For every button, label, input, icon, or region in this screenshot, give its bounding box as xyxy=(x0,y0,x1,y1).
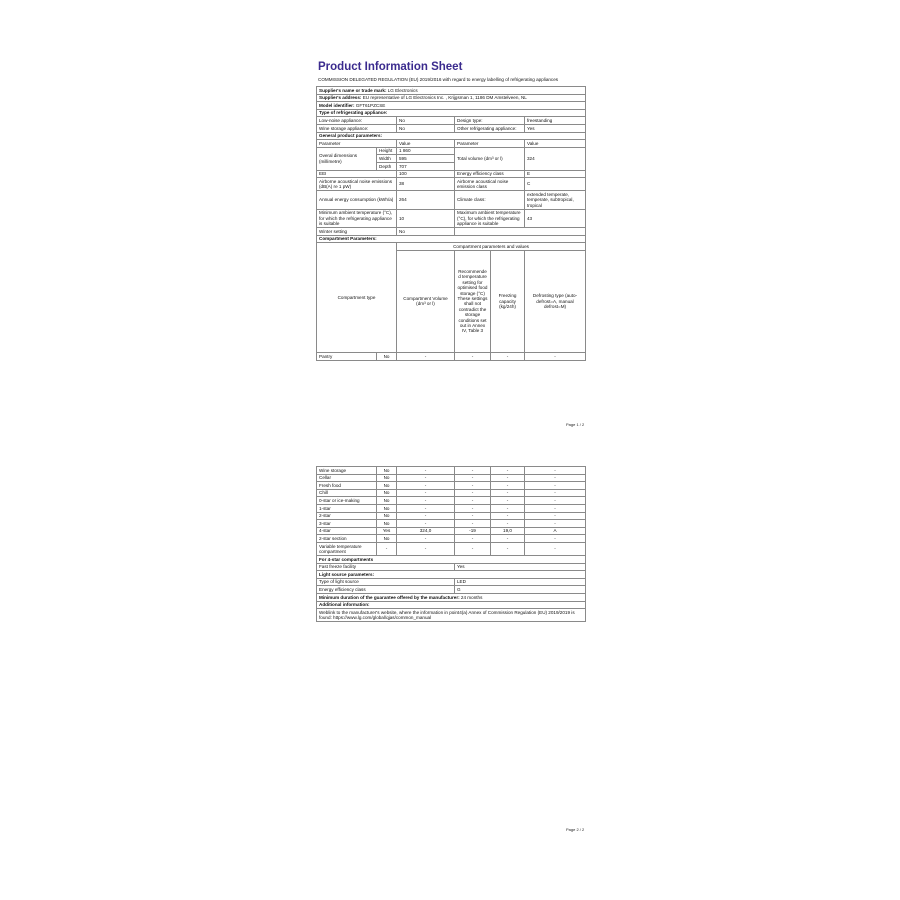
compartment-row xyxy=(317,535,586,543)
compartment-volume: - xyxy=(397,474,455,482)
compartment-row xyxy=(317,482,586,490)
compartment-defrost: - xyxy=(525,520,586,528)
compartment-volume: - xyxy=(397,504,455,512)
weblink-text: Weblink to the manufacturer's website, where the information in point4(a) Annex of Commission Regulation (EU) 2019/2019 is found: https://www.lg.com/global/qjas/common_manual xyxy=(317,609,586,622)
light-class-label: Energy efficiency class xyxy=(317,586,455,594)
volume-header: Compartment Volume (dm³ or l) xyxy=(397,250,455,352)
noise-class-value: C xyxy=(525,178,586,191)
low-noise-label: Low-noise appliance: xyxy=(317,117,397,125)
table-row xyxy=(317,102,586,110)
guarantee-cell: Minimum duration of the guarantee offered by the manufacturer: 24 months xyxy=(317,593,586,601)
light-type-value: LED xyxy=(455,578,586,586)
document-title: Product Information Sheet xyxy=(318,61,463,73)
compartment-defrost: - xyxy=(525,482,586,490)
compartment-volume: - xyxy=(397,482,455,490)
compartment-type: Chill xyxy=(317,489,377,497)
low-noise-value: No xyxy=(397,117,455,125)
compartment-defrost: - xyxy=(525,512,586,520)
compartment-type-header: Compartment type xyxy=(317,243,397,353)
value-header-2: Value xyxy=(525,140,586,148)
table-row xyxy=(317,209,586,227)
climate-value: extended temperate, temperate, subtropical, tropical xyxy=(525,191,586,209)
compartment-type: Pantry xyxy=(317,352,377,360)
compartment-row xyxy=(317,520,586,528)
width-value: 595 xyxy=(397,155,455,163)
compartment-present: - xyxy=(377,542,397,555)
supplier-name-cell: Supplier's name or trade mark: LG Electronics xyxy=(317,87,586,95)
compartment-defrost: - xyxy=(525,497,586,505)
total-volume-value: 324 xyxy=(525,147,586,170)
winter-value: No xyxy=(397,227,455,235)
page-1-footer: Page 1 / 2 xyxy=(566,422,585,427)
compartment-freezing: - xyxy=(491,520,525,528)
compartment-type: 3-star xyxy=(317,520,377,528)
design-type-label: Design type: xyxy=(455,117,525,125)
param-header-2: Parameter xyxy=(455,140,525,148)
other-appliance-value: Yes xyxy=(525,124,586,132)
table-row xyxy=(317,555,586,563)
height-value: 1 860 xyxy=(397,147,455,155)
compartment-values-header: Compartment parameters and values xyxy=(397,243,586,251)
winter-label: Winter setting xyxy=(317,227,397,235)
four-star-header: For 4-star compartments xyxy=(317,555,586,563)
light-source-header: Light source parameters: xyxy=(317,571,586,579)
compartment-type: 1-star xyxy=(317,504,377,512)
compartment-volume: - xyxy=(397,520,455,528)
table-row xyxy=(317,609,586,622)
eff-class-label: Energy efficiency class xyxy=(455,170,525,178)
compartment-temp: - xyxy=(455,352,491,360)
compartment-defrost: A xyxy=(525,527,586,535)
table-row xyxy=(317,140,586,148)
compartment-temp: - xyxy=(455,504,491,512)
compartment-present: No xyxy=(377,497,397,505)
table-row xyxy=(317,235,586,243)
table-row xyxy=(317,117,586,125)
table-row xyxy=(317,191,586,209)
page-2 xyxy=(316,466,585,622)
compartment-type: Cellar xyxy=(317,474,377,482)
param-header: Parameter xyxy=(317,140,397,148)
compartment-freezing: - xyxy=(491,535,525,543)
compartment-freezing: - xyxy=(491,352,525,360)
table-row xyxy=(317,124,586,132)
temp-header: Recommended temperature setting for optimised food storage (°C) These settings shall not contradict the storage conditions set out in Annex IV, Table 3 xyxy=(455,250,491,352)
compartment-row xyxy=(317,497,586,505)
compartment-defrost: - xyxy=(525,542,586,555)
table-row xyxy=(317,147,586,155)
eff-class-value: E xyxy=(525,170,586,178)
climate-label: Climate class: xyxy=(455,191,525,209)
eei-value: 100 xyxy=(397,170,455,178)
compartment-row xyxy=(317,527,586,535)
max-temp-label: Maximum ambient temperature (°C), for which the refrigerating appliance is suitable xyxy=(455,209,525,227)
compartment-freezing: - xyxy=(491,542,525,555)
type-header: Type of refrigerating appliance: xyxy=(317,109,586,117)
compartment-volume: - xyxy=(397,467,455,475)
compartment-table xyxy=(316,466,586,622)
fast-freeze-label: Fast freeze facility xyxy=(317,563,455,571)
compartment-freezing: - xyxy=(491,489,525,497)
page-2-footer: Page 2 / 2 xyxy=(566,827,585,832)
compartment-params-header: Compartment Parameters: xyxy=(317,235,586,243)
compartment-present: No xyxy=(377,512,397,520)
model-cell: Model identifier: GFT61PZCSE xyxy=(317,102,586,110)
compartment-defrost: - xyxy=(525,504,586,512)
compartment-present: No xyxy=(377,504,397,512)
compartment-type: 4-star xyxy=(317,527,377,535)
depth-value: 707 xyxy=(397,162,455,170)
table-row xyxy=(317,109,586,117)
compartment-present: No xyxy=(377,352,397,360)
compartment-type: 2-star xyxy=(317,512,377,520)
table-row xyxy=(317,593,586,601)
compartment-volume: - xyxy=(397,352,455,360)
table-row xyxy=(317,87,586,95)
compartment-present: No xyxy=(377,482,397,490)
regulation-text: COMMISSION DELEGATED REGULATION (EU) 2019/2016 with regard to energy labelling of refrigerating appliances xyxy=(318,77,559,82)
freezing-header: Freezing capacity (kg/24h) xyxy=(491,250,525,352)
noise-class-label: Airborne acoustical noise emission class xyxy=(455,178,525,191)
wine-storage-label: Wine storage appliance: xyxy=(317,124,397,132)
design-type-value: freestanding xyxy=(525,117,586,125)
compartment-temp: - xyxy=(455,467,491,475)
compartment-volume: - xyxy=(397,542,455,555)
product-info-table xyxy=(316,86,586,361)
table-row xyxy=(317,586,586,594)
table-row xyxy=(317,243,586,251)
compartment-freezing: - xyxy=(491,474,525,482)
table-row xyxy=(317,178,586,191)
light-type-label: Type of light source xyxy=(317,578,455,586)
compartment-temp: - xyxy=(455,542,491,555)
compartment-temp: - xyxy=(455,497,491,505)
wine-storage-value: No xyxy=(397,124,455,132)
compartment-temp: -19 xyxy=(455,527,491,535)
table-row xyxy=(317,94,586,102)
compartment-volume: - xyxy=(397,535,455,543)
light-class-value: G xyxy=(455,586,586,594)
compartment-freezing: - xyxy=(491,482,525,490)
table-row xyxy=(317,571,586,579)
depth-label: Depth xyxy=(377,162,397,170)
compartment-temp: - xyxy=(455,512,491,520)
noise-label: Airborne acoustical noise emissions (dB(A) re 1 pW) xyxy=(317,178,397,191)
defrost-header: Defrosting type (auto-defrost=A, manual defrost=M) xyxy=(525,250,586,352)
fast-freeze-value: Yes xyxy=(455,563,586,571)
compartment-present: No xyxy=(377,489,397,497)
min-temp-label: Minimum ambient temperature (°C), for which the refrigerating appliance is suitable xyxy=(317,209,397,227)
table-row xyxy=(317,227,586,235)
compartment-temp: - xyxy=(455,489,491,497)
compartment-row xyxy=(317,504,586,512)
max-temp-value: 43 xyxy=(525,209,586,227)
energy-label: Annual energy consumption (kWh/a) xyxy=(317,191,397,209)
compartment-row xyxy=(317,489,586,497)
compartment-volume: - xyxy=(397,497,455,505)
compartment-type: Fresh food xyxy=(317,482,377,490)
compartment-temp: - xyxy=(455,474,491,482)
table-row xyxy=(317,170,586,178)
table-row xyxy=(317,352,586,360)
table-row xyxy=(317,132,586,140)
compartment-temp: - xyxy=(455,535,491,543)
min-temp-value: 10 xyxy=(397,209,455,227)
compartment-freezing: - xyxy=(491,504,525,512)
compartment-type: Wine storage xyxy=(317,467,377,475)
compartment-type: 0-star or ice-making xyxy=(317,497,377,505)
compartment-type: 2-star section xyxy=(317,535,377,543)
compartment-volume: - xyxy=(397,512,455,520)
compartment-present: Yes xyxy=(377,527,397,535)
supplier-address-cell: Supplier's address: EU representative of LG Electronics Inc. , Krijgsman 1, 1186 DM Amstelveen, NL xyxy=(317,94,586,102)
compartment-defrost: - xyxy=(525,467,586,475)
width-label: Width xyxy=(377,155,397,163)
compartment-defrost: - xyxy=(525,489,586,497)
compartment-temp: - xyxy=(455,482,491,490)
height-label: Height xyxy=(377,147,397,155)
value-header: Value xyxy=(397,140,455,148)
table-row xyxy=(317,601,586,609)
compartment-row xyxy=(317,467,586,475)
compartment-freezing: 19,0 xyxy=(491,527,525,535)
other-appliance-label: Other refrigerating appliance: xyxy=(455,124,525,132)
compartment-present: No xyxy=(377,474,397,482)
compartment-temp: - xyxy=(455,520,491,528)
total-volume-label: Total volume (dm³ or l) xyxy=(455,147,525,170)
compartment-row xyxy=(317,542,586,555)
compartment-row xyxy=(317,512,586,520)
energy-value: 264 xyxy=(397,191,455,209)
compartment-freezing: - xyxy=(491,512,525,520)
compartment-freezing: - xyxy=(491,497,525,505)
compartment-present: No xyxy=(377,467,397,475)
compartment-row xyxy=(317,474,586,482)
additional-info-header: Additional information: xyxy=(317,601,586,609)
compartment-freezing: - xyxy=(491,467,525,475)
page-1 xyxy=(316,60,585,361)
noise-value: 38 xyxy=(397,178,455,191)
table-row xyxy=(317,563,586,571)
compartment-type: Variable temperature compartment xyxy=(317,542,377,555)
compartment-defrost: - xyxy=(525,535,586,543)
compartment-defrost: - xyxy=(525,352,586,360)
compartment-present: No xyxy=(377,535,397,543)
table-row xyxy=(317,578,586,586)
compartment-volume: - xyxy=(397,489,455,497)
general-params-header: General product parameters: xyxy=(317,132,586,140)
compartment-volume: 324,0 xyxy=(397,527,455,535)
dimensions-label: Overal dimensions (millimetre) xyxy=(317,147,377,170)
compartment-present: No xyxy=(377,520,397,528)
eei-label: EEI xyxy=(317,170,397,178)
compartment-defrost: - xyxy=(525,474,586,482)
empty-cell xyxy=(455,227,586,235)
